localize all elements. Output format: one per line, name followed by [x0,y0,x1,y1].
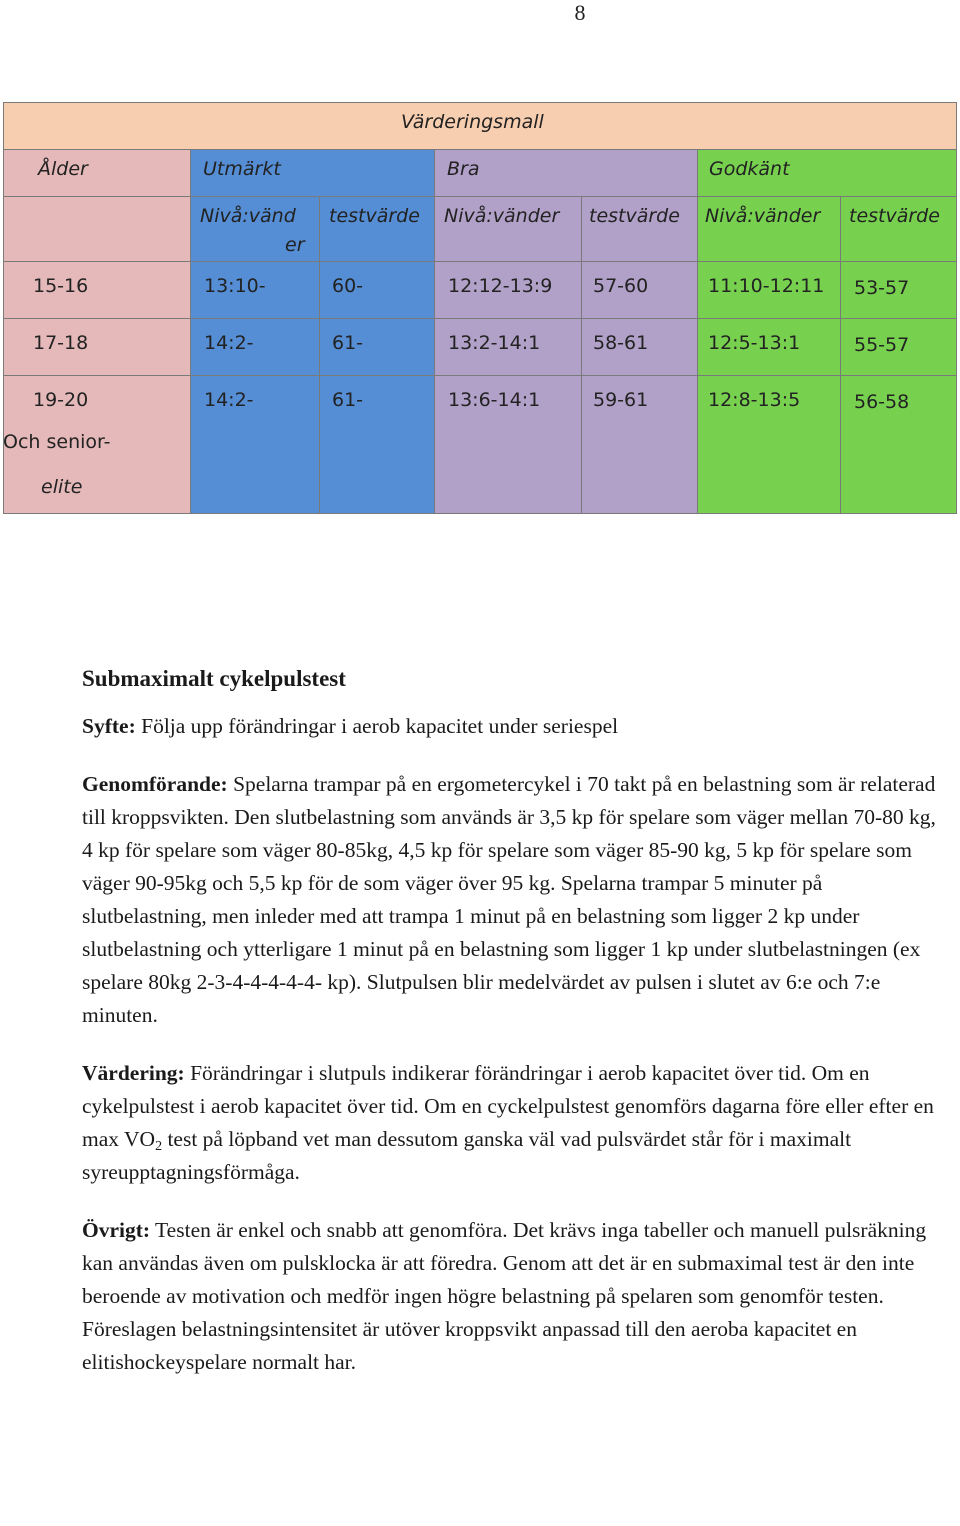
row-cell [190,261,320,319]
row-cell [434,261,582,319]
evaluation-text-1: Förändringar i slutpuls indikerar förändringar i aerob kapacitet över tid. Om en cykelpulstest i aerob kapacitet över tid. Om en cyckelpulstest genomförs dagarna före eller efter en max VO [82,1061,934,1151]
method-paragraph [82,768,942,1032]
evaluation-text-2: test på löpband vet man dessutom ganska väl vad pulsvärdet står för i maximalt syreupptagningsförmåga. [82,1127,852,1184]
subheader-level-c: Nivå:vänder [705,205,821,227]
page-number: 8 [574,0,586,25]
purpose-paragraph [82,710,942,743]
row-value: 12:12-13:9 [448,275,553,297]
row-value: 57-60 [593,275,649,297]
row-cell [840,261,957,319]
row-cell [840,318,957,376]
evaluation-subscript: 2 [155,1139,163,1154]
subheader-test-b-cell [581,196,698,262]
row-value: 14:2- [204,389,254,411]
subheader-level-a-l1: Nivå:vänd [200,205,296,227]
test-description [82,664,942,1404]
row-value: 53-57 [854,277,910,299]
row-age-extra-line2: elite [41,476,83,498]
header-good: Bra [447,158,480,180]
row-age-cell [3,318,191,376]
row-age: 15-16 [33,275,89,297]
other-text: Testen är enkel och snabb att genomföra. Det krävs inga tabeller och manuell pulsräkning kan användas även om pulsklocka är att föredra. Genom att det är en submaximal test är den inte beroende av motivation och medför ingen högre belastning på spelaren som genomför testen. Föreslagen belastningsintensitet är utöver kroppsvikt anpassad till den aeroba kapacitet en elitishockeyspelare normalt har. [82,1218,927,1374]
row-cell [319,318,435,376]
row-cell [434,375,582,514]
row-cell [190,318,320,376]
row-value: 13:6-14:1 [448,389,541,411]
other-label: Övrigt: [82,1218,151,1242]
method-text: Spelarna trampar på en ergometercykel i 70 takt på en belastning som är relaterad till kroppsvikten. Den slutbelastning som används är 3,5 kp för spelare som väger mellan 70-80 kg, 4 kp för spelare som väger 80-85kg, 4,5 kp för spelare som väger 85-90 kg, 5 kp för spelare som väger 90-95kg och 5,5 kp för de som väger över 95 kg. Spelarna trampar 5 minuter på slutbelastning, men inleder med att trampa 1 minut på en belastning som ligger 2 kp under slutbelastning och ytterligare 1 minut på en belastning som ligger 1 kp under slutbelastningen (ex spelare 80kg 2-3-4-4-4-4-4- kp). Slutpulsen blir medelvärdet av pulsen i slutet av 6:e och 7:e minuten. [82,772,936,1027]
subheader-level-c-cell [697,196,841,262]
row-age: 17-18 [33,332,89,354]
subheader-test-c-cell [840,196,957,262]
other-paragraph [82,1214,942,1379]
subheader-test-b: testvärde [589,205,680,227]
row-value: 12:5-13:1 [708,332,801,354]
row-cell [581,261,698,319]
row-cell [434,318,582,376]
row-value: 60- [332,275,364,297]
section-heading: Submaximalt cykelpulstest [82,666,346,691]
header-excellent-cell [190,149,435,197]
header-excellent: Utmärkt [203,158,281,180]
header-approved: Godkänt [709,158,790,180]
row-cell [697,318,841,376]
row-age-cell [3,375,191,514]
subheader-level-b: Nivå:vänder [444,205,560,227]
subheader-test-c: testvärde [849,205,940,227]
purpose-text: Följa upp förändringar i aerob kapacitet under seriespel [135,714,619,738]
header-approved-cell [697,149,957,197]
rating-table [3,102,957,514]
row-cell [581,318,698,376]
row-value: 55-57 [854,334,910,356]
subheader-level-b-cell [434,196,582,262]
header-age-cell [3,149,191,197]
header-good-cell [434,149,698,197]
table-title: Värderingsmall [401,111,544,133]
subheader-level-a-l2: er [285,234,305,256]
header-age: Ålder [38,158,88,180]
evaluation-paragraph [82,1057,942,1189]
subheader-test-a-cell [319,196,435,262]
row-age-cell [3,261,191,319]
row-cell [581,375,698,514]
evaluation-label: Värdering: [82,1061,185,1085]
subheader-test-a: testvärde [329,205,420,227]
row-value: 13:10- [204,275,266,297]
row-age-extra-line1: Och senior- [3,431,111,453]
row-value: 56-58 [854,391,910,413]
subheader-age-cell [3,196,191,262]
row-value: 12:8-13:5 [708,389,801,411]
row-age: 19-20 [33,389,89,411]
method-label: Genomförande: [82,772,228,796]
row-value: 14:2- [204,332,254,354]
row-cell [190,375,320,514]
row-cell [319,375,435,514]
subheader-level-a-cell [190,196,320,262]
row-value: 59-61 [593,389,649,411]
row-cell [840,375,957,514]
row-value: 61- [332,389,364,411]
row-value: 61- [332,332,364,354]
row-cell [697,375,841,514]
row-value: 13:2-14:1 [448,332,541,354]
row-value: 58-61 [593,332,649,354]
row-cell [319,261,435,319]
row-cell [697,261,841,319]
table-title-cell [3,102,957,150]
purpose-label: Syfte: [82,714,136,738]
row-value: 11:10-12:11 [708,275,825,297]
